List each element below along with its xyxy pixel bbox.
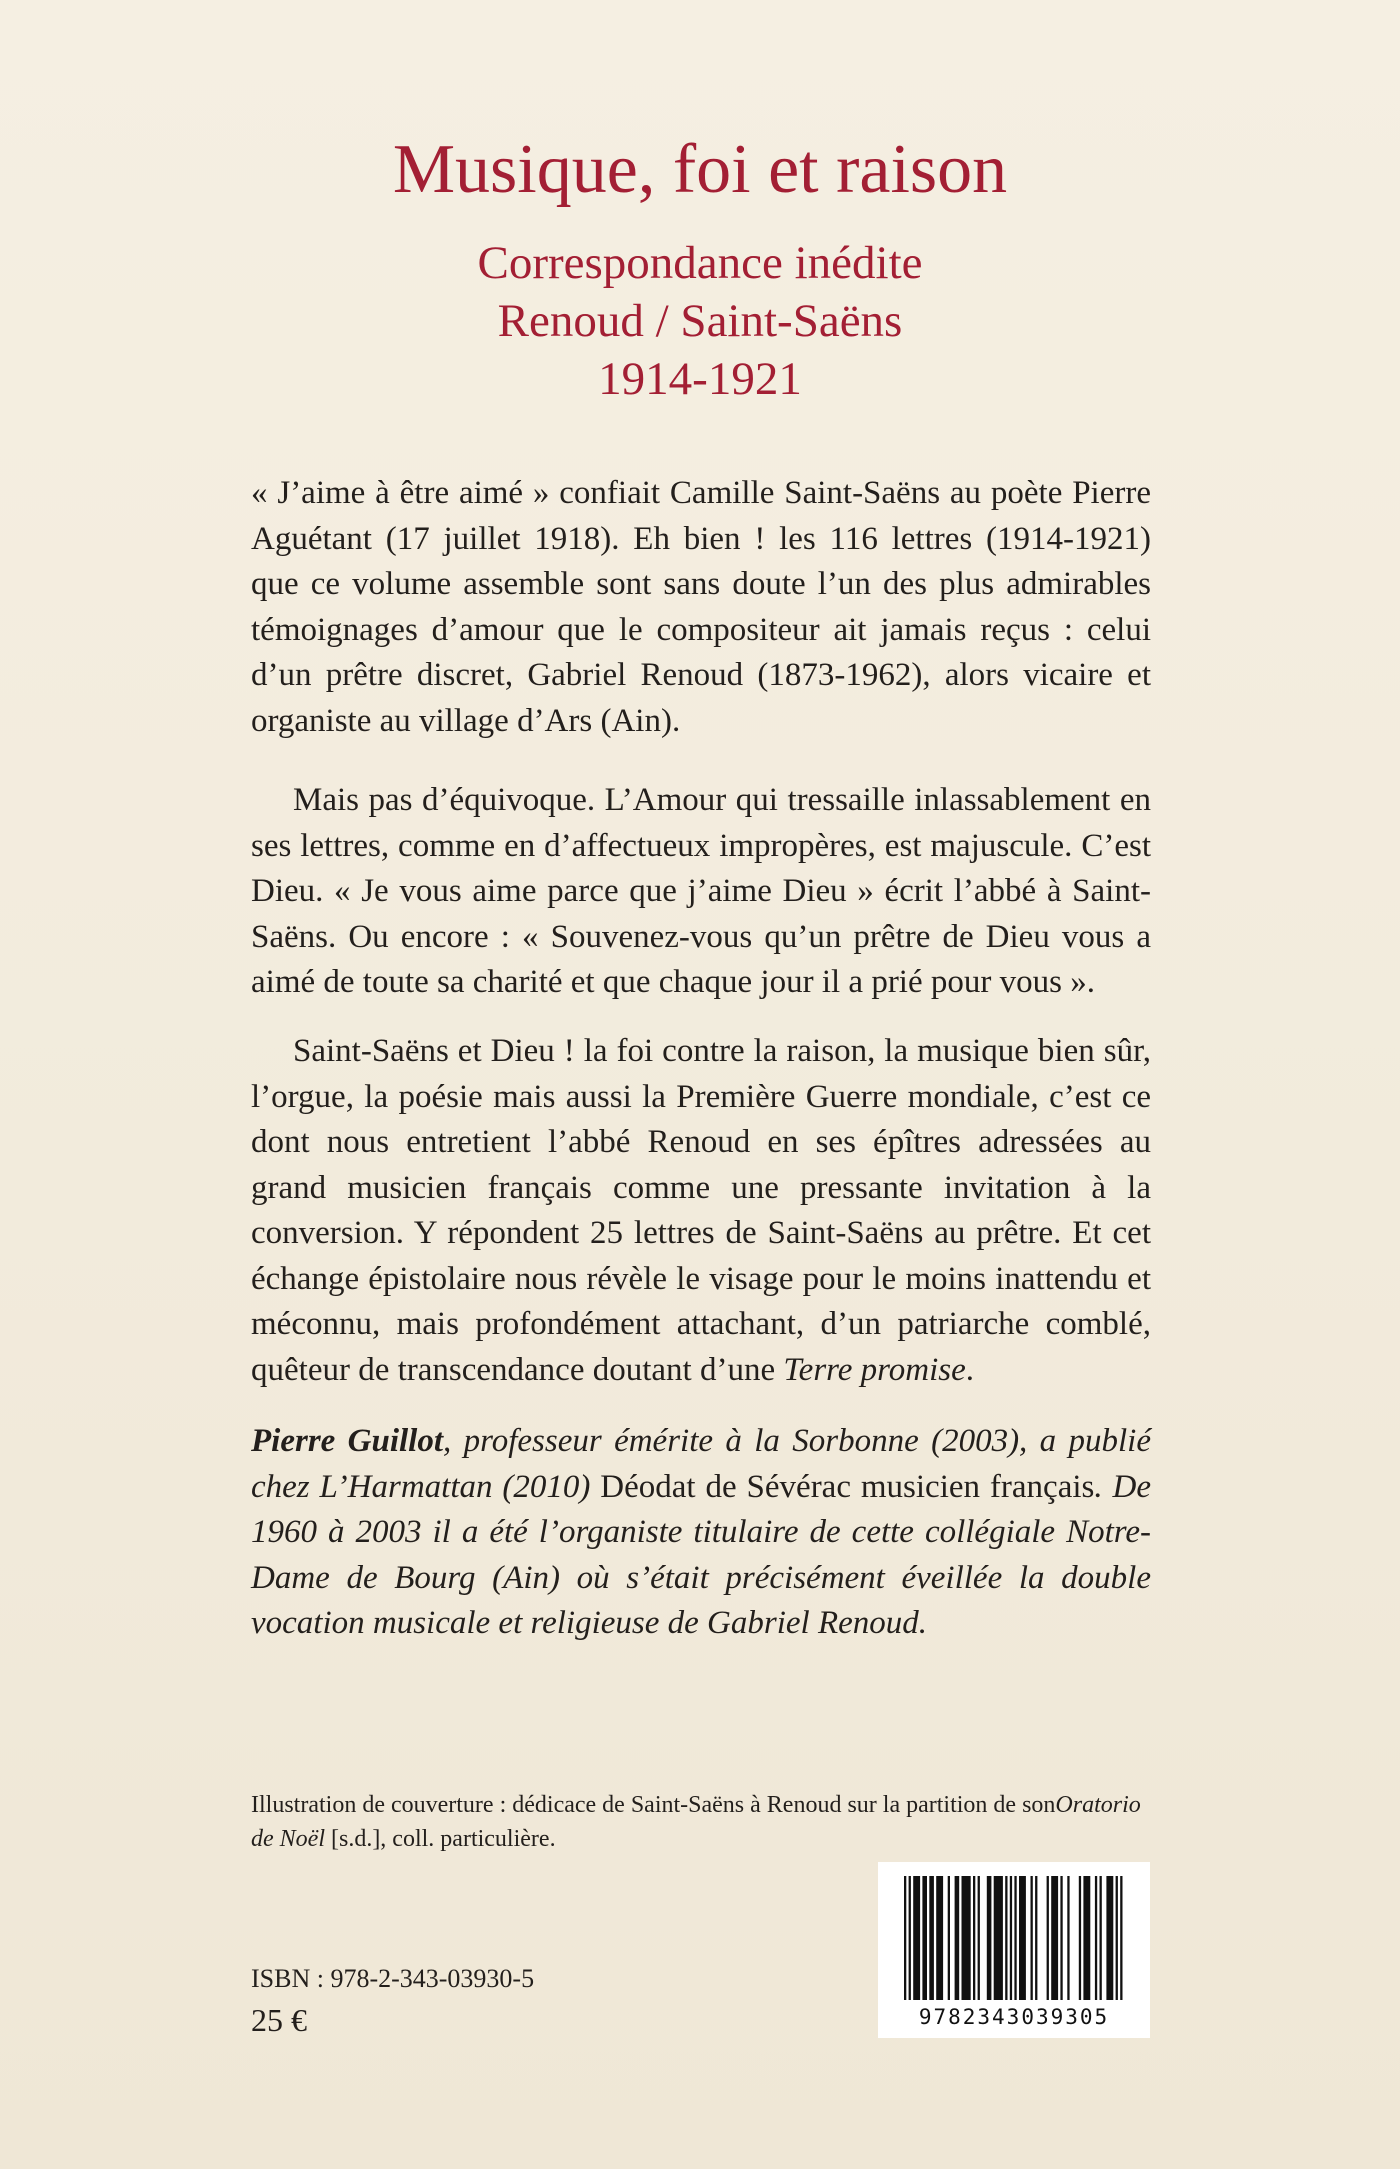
author-book-title: Déodat de Sévérac musicien français bbox=[600, 1468, 1095, 1505]
blurb-paragraph-2-text: Mais pas d’équivoque. L’Amour qui tressaille inlassablement en ses lettres, comme en d’affectueux impropères, est majuscule. C’est Dieu. « Je vous aime parce que j’aime Dieu » écrit l’abbé à Saint-Saëns. Ou encore : « Souvenez-vous qu’un prêtre de Dieu vous a aimé de toute sa charité et que chaque jour il a prié pour vous ». bbox=[251, 782, 1151, 1000]
subtitle-line-3: 1914-1921 bbox=[598, 353, 802, 405]
barcode-bar bbox=[1120, 1876, 1122, 2000]
barcode-bar bbox=[1100, 1876, 1102, 2000]
credit-text: Illustration de couverture : dédicace de Saint-Saëns à Renoud sur la partition de son bbox=[251, 1792, 1056, 1818]
author-bio bbox=[251, 1419, 1151, 1647]
blurb-paragraph-3-italic: Terre promise bbox=[783, 1351, 966, 1388]
barcode-bar bbox=[987, 1876, 992, 2000]
barcode-bar bbox=[978, 1876, 980, 2000]
author-bio-part-2: . De 1960 à 2003 il a été l’organiste titulaire de cette collégiale Notre-Dame de Bourg (Ain) où s’était précisément éveillée la double vocation musicale et religieuse de Gabriel Renoud. bbox=[251, 1468, 1151, 1641]
barcode-bar bbox=[1079, 1876, 1081, 2000]
barcode-bar bbox=[1095, 1876, 1097, 2000]
blurb-paragraph-2 bbox=[251, 778, 1151, 1006]
barcode-bar bbox=[994, 1876, 1003, 2000]
barcode-bar bbox=[922, 1876, 927, 2000]
barcode-bar bbox=[1047, 1876, 1049, 2000]
barcode-digits: 9782343039305 bbox=[918, 2005, 1110, 2029]
barcode-bar bbox=[929, 1876, 934, 2000]
barcode-bar bbox=[1060, 1876, 1062, 2000]
subtitle-line-1: Correspondance inédite bbox=[477, 237, 923, 289]
barcode-bar bbox=[1067, 1876, 1069, 2000]
barcode-bar bbox=[955, 1876, 960, 2000]
subtitle-line-2: Renoud / Saint-Saëns bbox=[497, 295, 903, 347]
barcode-bar bbox=[1014, 1876, 1016, 2000]
book-title: Musique, foi et raison bbox=[392, 131, 1008, 208]
blurb-paragraph-3-text: Saint-Saëns et Dieu ! la foi contre la raison, la musique bien sûr, l’orgue, la poésie mais aussi la Première Guerre mondiale, c’est ce dont nous entretient l’abbé Renoud en ses épîtres adressées au grand musicien français comme une pressante invitation à la conversion. Y répondent 25 lettres de Saint-Saëns au prêtre. Et cet échange épistolaire nous révèle le visage pour le moins inattendu et méconnu, mais profondément attachant, d’un patriarche comblé, quêteur de transcendance doutant d’une bbox=[251, 1033, 1151, 1388]
blurb-paragraph-3 bbox=[251, 1029, 1151, 1393]
author-name: Pierre Guillot bbox=[251, 1423, 444, 1459]
barcode-bar bbox=[973, 1876, 975, 2000]
barcode-bar bbox=[1019, 1876, 1026, 2000]
price: 25 € bbox=[251, 2002, 307, 2038]
cover-illustration-credit bbox=[251, 1788, 1151, 1856]
barcode-bar bbox=[1051, 1876, 1058, 2000]
barcode-bar bbox=[913, 1876, 920, 2000]
barcode-bar bbox=[1005, 1876, 1007, 2000]
barcode-bar bbox=[1031, 1876, 1033, 2000]
barcode-bar bbox=[1035, 1876, 1037, 2000]
barcode-bar bbox=[1010, 1876, 1012, 2000]
barcode-bar bbox=[909, 1876, 911, 2000]
barcode-bar bbox=[962, 1876, 971, 2000]
blurb-paragraph-3-end: . bbox=[965, 1351, 975, 1388]
blurb-paragraph-1: « J’aime à être aimé » confiait Camille Saint-Saëns au poète Pierre Aguétant (17 juillet 1918). Eh bien ! les 116 lettres (1914-1921) que ce volume assemble sont sans doute l’un des plus admirables témoignages d’amour que le compositeur ait jamais reçus : celui d’un prêtre discret, Gabriel Renoud (1873-1962), alors vicaire et organiste au village d’Ars (Ain). bbox=[251, 475, 1151, 739]
credit-suffix: [s.d.], coll. particulière. bbox=[324, 1826, 556, 1852]
barcode-bar bbox=[1083, 1876, 1090, 2000]
book-subtitle bbox=[0, 234, 1400, 408]
barcode-bar bbox=[1106, 1876, 1113, 2000]
isbn: ISBN : 978-2-343-03930-5 bbox=[251, 1964, 535, 1993]
barcode-bar bbox=[936, 1876, 943, 2000]
credit-work-title: Oratorio de Noël bbox=[251, 1792, 1141, 1852]
barcode-bar bbox=[1116, 1876, 1118, 2000]
barcode-bar bbox=[904, 1876, 906, 2000]
barcode-bar bbox=[948, 1876, 950, 2000]
barcode bbox=[878, 1862, 1150, 2038]
author-bio-part-1: , professeur émérite à la Sorbonne (2003), a publié chez L’Harmattan (2010) bbox=[251, 1423, 1151, 1505]
